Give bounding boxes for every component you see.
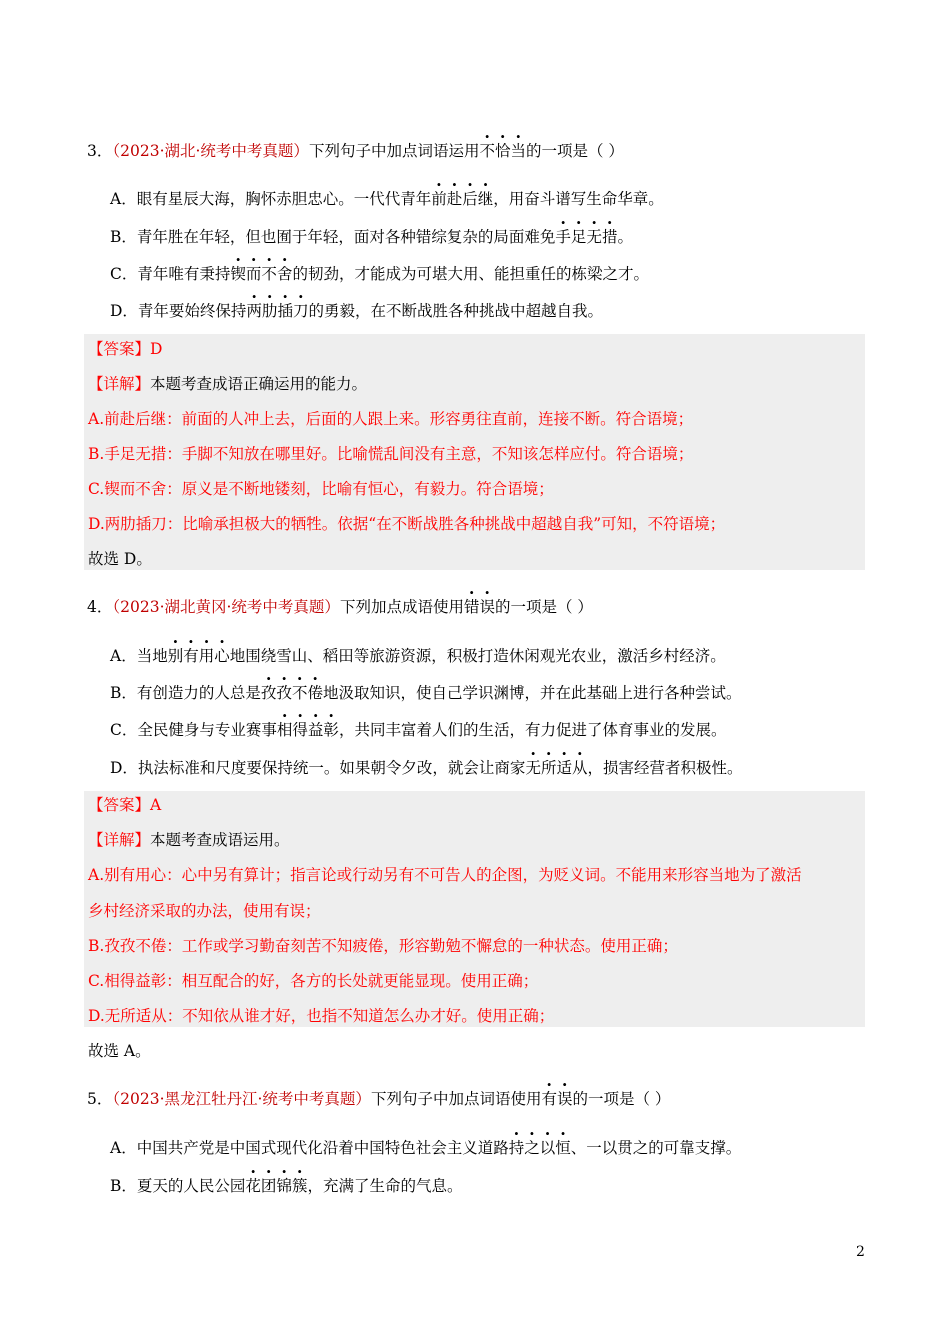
q4-stem: 4．（2023·湖北黄冈·统考中考真题）下列加点成语使用错误的一项是（ ） — [87, 598, 593, 616]
q3-option-b: B．青年胜在年轻，但也囿于年轻，面对各种错综复杂的局面难免手足无措。 — [110, 228, 633, 246]
q5-option-a: A．中国共产党是中国式现代化沿着中国特色社会主义道路持之以恒、一以贯之的可靠支撑。 — [110, 1139, 742, 1157]
q5-stem: 5．（2023·黑龙江牡丹江·统考中考真题）下列句子中加点词语使用有误的一项是（ ） — [87, 1090, 671, 1108]
q3-explain-b: B.手足无措：手脚不知放在哪里好。比喻慌乱间没有主意，不知该怎样应付。符合语境； — [88, 445, 694, 463]
q3-number: 3． — [87, 142, 113, 160]
q5-source: （2023·黑龙江牡丹江·统考中考真题） — [112, 1090, 371, 1108]
q4-number: 4． — [87, 598, 113, 616]
page-number: 2 — [856, 1244, 865, 1260]
q4-explain-c: C.相得益彰：相互配合的好，各方的长处就更能显现。使用正确； — [88, 972, 539, 990]
q3-detail: 【详解】本题考查成语正确运用的能力。 — [88, 375, 368, 393]
q4-explain-a-line1: A.别有用心：心中另有算计；指言论或行动另有不可告人的企图，为贬义词。不能用来形容当地为了激活 — [88, 866, 802, 884]
q3-answer: 【答案】D — [88, 340, 163, 358]
q4-conclusion: 故选 A。 — [88, 1042, 151, 1060]
q3-explain-c: C.锲而不舍：原义是不断地镂刻，比喻有恒心，有毅力。符合语境； — [88, 480, 554, 498]
q3-option-d: D．青年要始终保持两肋插刀的勇毅，在不断战胜各种挑战中超越自我。 — [110, 302, 604, 320]
q5-option-b: B．夏天的人民公园花团锦簇，充满了生命的气息。 — [110, 1177, 463, 1195]
q4-answer: 【答案】A — [88, 796, 162, 814]
q4-explain-d: D.无所适从：不知依从谁才好，也指不知道怎么办才好。使用正确； — [88, 1007, 555, 1025]
q4-source: （2023·湖北黄冈·统考中考真题） — [112, 598, 340, 616]
q5-number: 5． — [87, 1090, 113, 1108]
q4-option-d: D．执法标准和尺度要保持统一。如果朝令夕改，就会让商家无所适从，损害经营者积极性。 — [110, 759, 743, 777]
q3-conclusion: 故选 D。 — [88, 550, 152, 568]
q4-option-a: A．当地别有用心地围绕雪山、稻田等旅游资源，积极打造休闲观光农业，激活乡村经济。 — [110, 647, 726, 665]
q3-option-c: C．青年唯有秉持锲而不舍的韧劲，才能成为可堪大用、能担重任的栋梁之才。 — [110, 265, 649, 283]
q4-option-c: C．全民健身与专业赛事相得益彰，共同丰富着人们的生活，有力促进了体育事业的发展。 — [110, 721, 727, 739]
q4-explain-b: B.孜孜不倦：工作或学习勤奋刻苦不知疲倦，形容勤勉不懈怠的一种状态。使用正确； — [88, 937, 678, 955]
q4-option-b: B．有创造力的人总是孜孜不倦地汲取知识，使自己学识渊博，并在此基础上进行各种尝试。 — [110, 684, 742, 702]
q3-source: （2023·湖北·统考中考真题） — [112, 142, 309, 160]
q4-explain-a-line2: 乡村经济采取的办法，使用有误； — [88, 902, 321, 920]
q3-option-a: A．眼有星辰大海，胸怀赤胆忠心。一代代青年前赴后继，用奋斗谱写生命华章。 — [110, 190, 664, 208]
q4-detail: 【详解】本题考查成语运用。 — [88, 831, 290, 849]
q3-explain-d: D.两肋插刀：比喻承担极大的牺牲。依据“在不断战胜各种挑战中超越自我”可知，不符语境； — [88, 515, 726, 533]
q3-stem: 3．（2023·湖北·统考中考真题）下列句子中加点词语运用不恰当的一项是（ ） — [87, 142, 624, 160]
q3-explain-a: A.前赴后继：前面的人冲上去，后面的人跟上来。形容勇往直前，连接不断。符合语境； — [88, 410, 694, 428]
